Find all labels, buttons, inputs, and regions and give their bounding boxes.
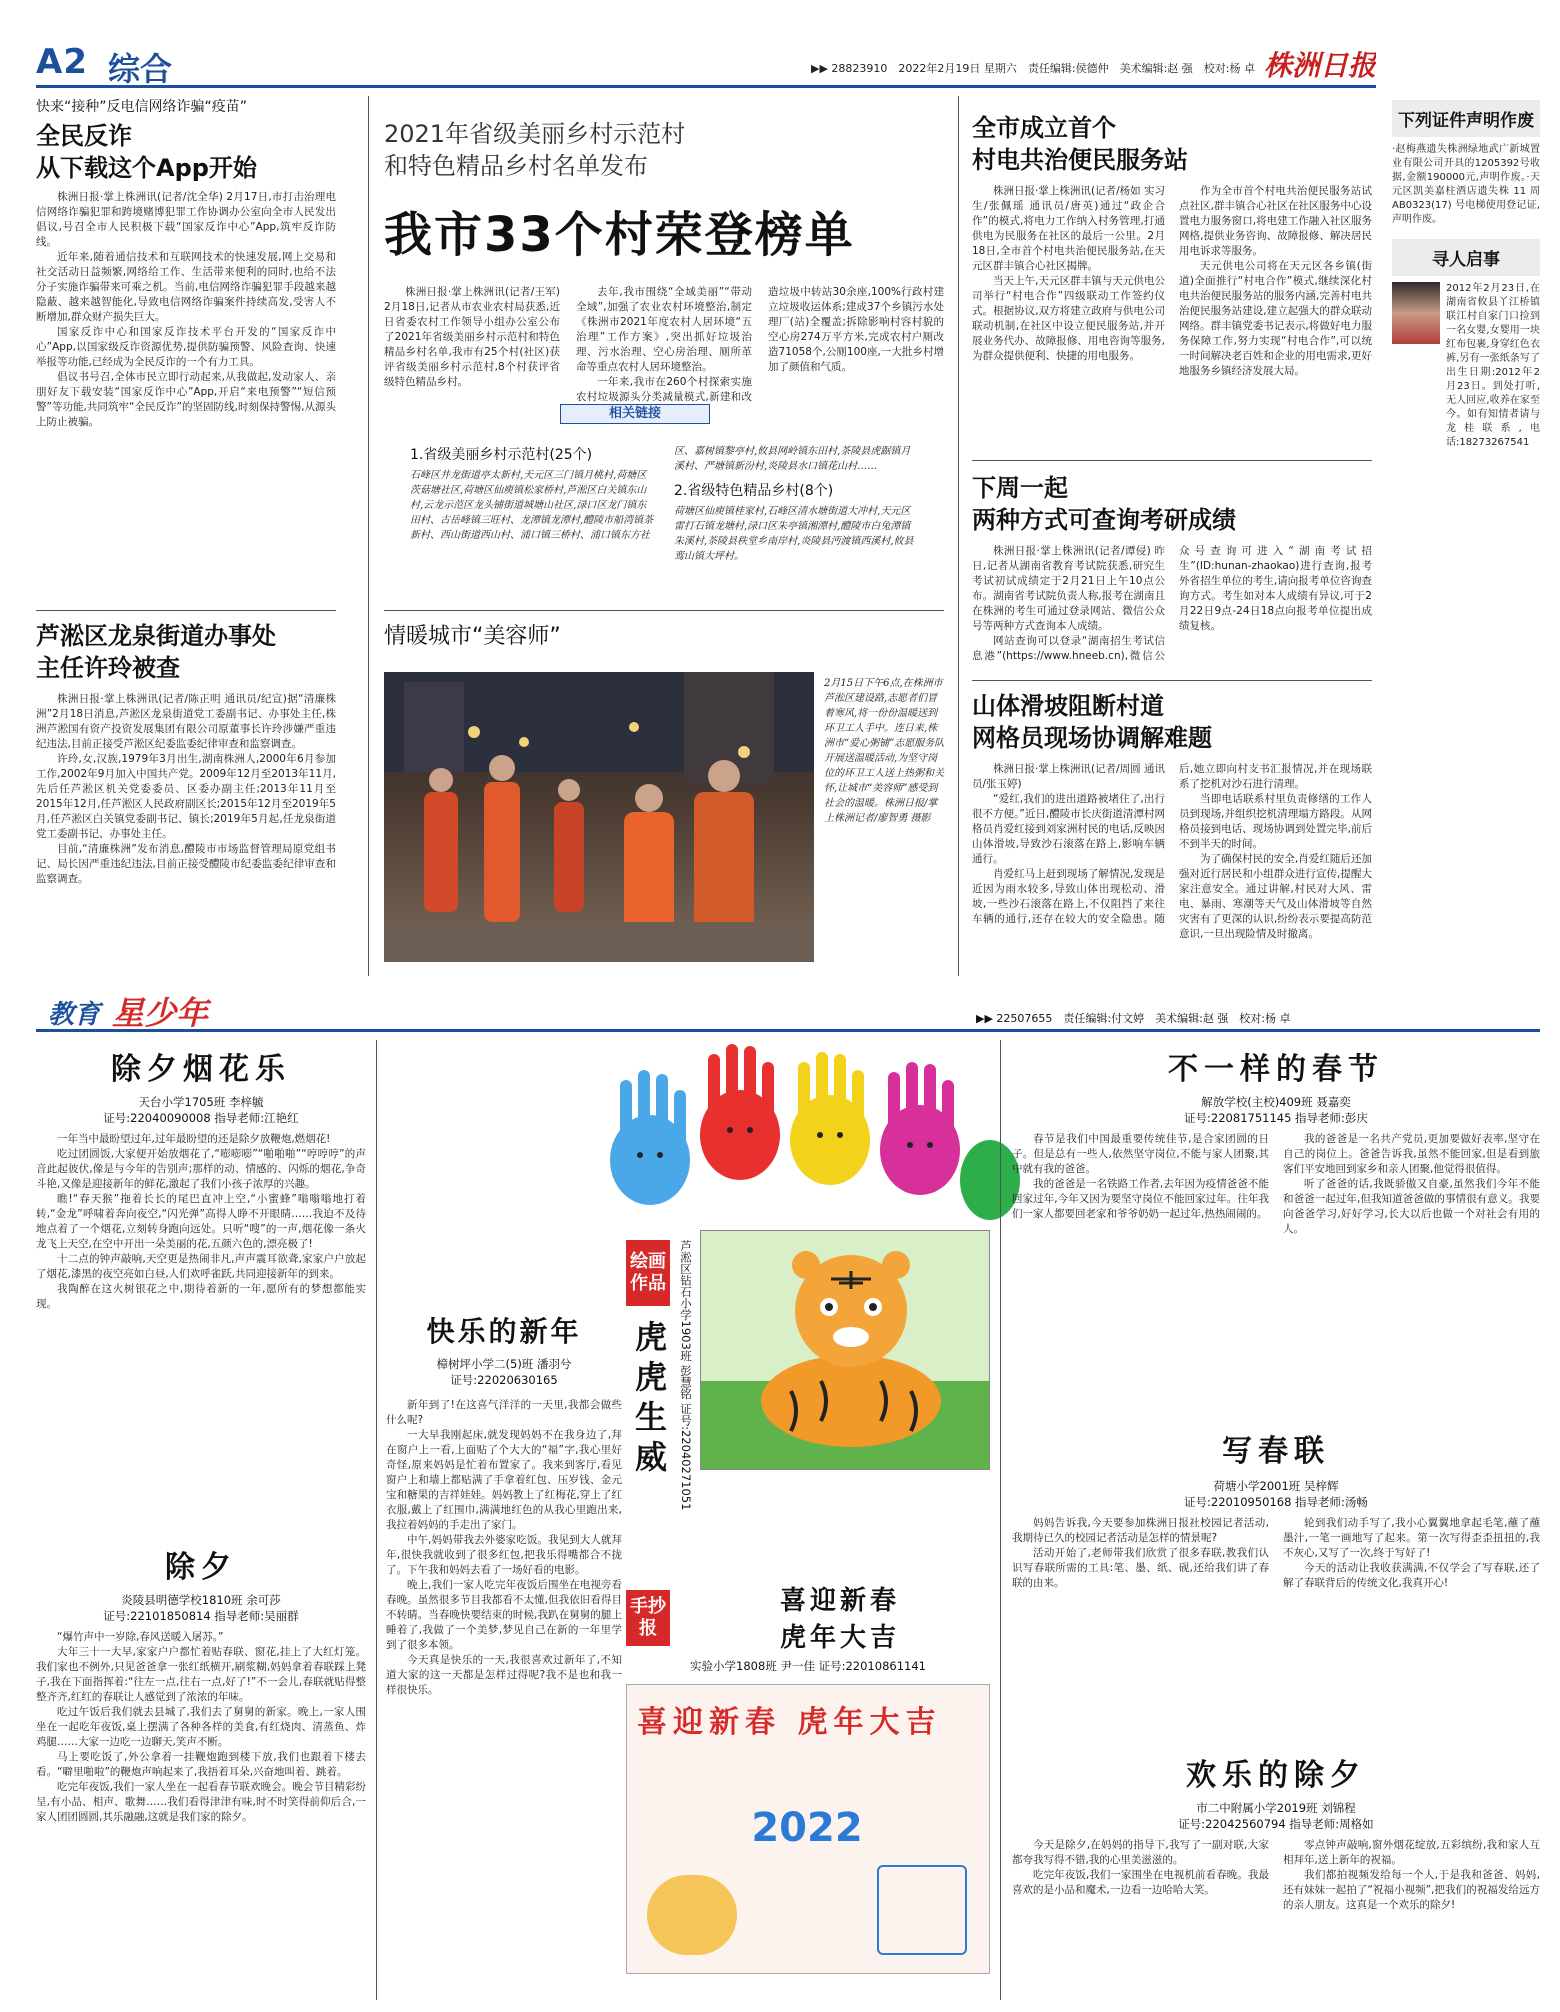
missing-person-header: 寻人启事 [1392,239,1540,276]
paragraph: 吃完年夜饭,我们一家围坐在电视机前看春晚。我最喜欢的是小品和魔术,一边看一边哈哈大笑。 [1012,1869,1269,1896]
divider [972,680,1372,681]
article-title: 芦淞区龙泉街道办事处 [36,622,276,650]
article-body [972,544,1372,664]
essay-cert: 证号:22010950168 指导老师:汤畅 [1184,1495,1368,1509]
paragraph: 听了爸爸的话,我既骄傲又自豪,虽然我们今年不能和爸爸一起过年,但我知道爸爸做的事情很有意义。我要向爸爸学习,好好学习,长大以后也做一个对社会有用的人。 [1283,1178,1540,1235]
caption-text: 2月15日下午6点,在株洲市芦淞区建设路,志愿者们冒着寒风,将一份份温暖送到环卫工人手中。连日来,株洲市“爱心粥铺”志愿服务队开展送温暖活动,为坚守岗位的环卫工人送上热粥和关怀,让城市“美容师”感受到社会的温暖。株洲日报/掌上株洲记者/廖智勇 摄影 [824,678,945,824]
poster-heading [690,1580,990,1650]
painting-info: 芦淞区钻石小学1903班 彭慧铭 证号:22040271051 [679,1240,693,1511]
list-heading: 2.省级特色精品乡村(8个) [674,483,834,499]
tiger-painting [700,1230,990,1470]
paragraph: 株洲日报·掌上株洲讯(记者/谭侵) 昨日,记者从湖南省教育考试院获悉,研究生考试初试成绩定于2月21日上午10点公布。湖南省考试院负责人称,报考在湖南且在株洲的考生可通过登录网站、微信公众号等两种方式查询本人成绩。 [972,545,1165,632]
article-body [972,184,1372,434]
article-title-2: 主任许玲被查 [36,654,180,682]
edu-header [36,988,1540,1032]
paragraph: 晚上,我们一家人吃完年夜饭后围坐在电视旁看春晚。虽然很多节目我都看不太懂,但我依旧看得目不转睛。当春晚快要结束的时候,我趴在舅舅的腿上睡着了,我做了一个美梦,梦见自己在新的一年里学到了很多本领。 [386,1579,622,1651]
poster-artwork-title: 喜迎新春 虎年大吉 [637,1705,942,1740]
poster-box [877,1865,967,1955]
essay-body [1012,1838,1540,2000]
divider [36,610,336,611]
article-title: 下周一起 [972,474,1068,502]
paragraph: 许玲,女,汉族,1979年3月出生,湖南株洲人,2000年6月参加工作,2002年9月加入中国共产党。2009年12月至2013年11月,先后任芦淞区机关党委委员、区委办副主任;2013年11月至2015年12月,任芦淞区人民政府副区长;2015年12月至2019年5月,任芦淞区白关镇党委副书记、镇长;2019年5月起,任龙泉街道党工委副书记、办事处主任。 [36,753,336,840]
paragraph: 当天上午,天元区群丰镇与天元供电公司举行“村电合作”四级联动工作签约仪式。根据协议,双方将建立政府与供电公司联动机制,在社区中设立便民服务站,并开展业务代办、故障报修、用电咨询等服务,为群众提供便利、快捷的用电服务。 [972,275,1165,362]
paragraph: 妈妈告诉我,今天要参加株洲日报社校园记者活动,我期待已久的校园记者活动是怎样的情景呢? [1012,1517,1269,1544]
paragraph: 马上要吃饭了,外公拿着一挂鞭炮跑到楼下放,我们也跟着下楼去看。“噼里啪啦”的鞭炮声响起来了,我捂着耳朵,兴奋地叫着、跳着。 [36,1751,366,1778]
notice-header: 下列证件声明作废 [1392,100,1540,137]
article-title-2: 两种方式可查询考研成绩 [972,506,1236,534]
photo-caption [824,676,946,966]
essay-title: 除夕烟花乐 [111,1052,291,1087]
painting-title: 虎虎生威 [630,1320,668,1480]
paragraph: 肖爱红马上赶到现场了解情况,发现是近因为雨水较多,导致山体出现松动、滑坡,一些沙石滚落在路上,不仅阻挡了来往车辆的通行,还存在较大的安全隐患。随后,她立即向村支书汇报情况,并在现场联系了挖机对沙石进行清理。 [972,763,1372,925]
essay-school: 荷塘小学2001班 吴梓辉 [1213,1479,1339,1493]
paragraph: 零点钟声敲响,窗外烟花绽放,五彩缤纷,我和家人互相拜年,送上新年的祝福。 [1283,1839,1540,1866]
hand-copied-newspaper [626,1684,990,1974]
edu-column-2 [386,1310,622,2000]
essay-body [1012,1516,1540,1726]
essay-title: 除夕 [165,1550,237,1585]
article-title-2: 村电共治便民服务站 [972,146,1188,174]
article-title: 我市33个村荣登榜单 [384,207,855,263]
essay-school: 解放学校(主校)409班 聂嘉奕 [1201,1095,1351,1109]
essay-title: 快乐的新年 [426,1315,582,1348]
divider [384,610,944,611]
article-kicker-2: 和特色精品乡村名单发布 [384,152,648,180]
article-kicker: 快来“接种”反电信网络诈骗“疫苗” [36,99,248,115]
news-photo [384,672,814,962]
paragraph: 倡议书号召,全体市民立即行动起来,从我做起,发动家人、亲朋好友下载安装“国家反诈中心”App,开启“来电预警”“短信预警”等功能,共同筑牢“全民反诈”的坚固防线,时刻保持警惕,从源头上防止被骗。 [36,371,336,428]
tiger-image [701,1231,990,1470]
article-exam-results [972,472,1372,672]
essay-cert: 证号:22040090008 指导老师:江艳红 [103,1111,299,1125]
article-title: 山体滑坡阻断村道 [972,692,1164,720]
column-divider [1000,1040,1001,2000]
poster-tag: 手抄报 [626,1590,670,1646]
paragraph: 株洲日报·掌上株洲讯(记者/陈正明 通讯员/纪宣)据“清廉株洲”2月18日消息,芦淞区龙泉街道党工委副书记、办事处主任,株洲芦淞国有资产投资发展集团有限公司原董事长许玲涉嫌严重违纪违法,目前正接受芦淞区纪委监委纪律审查和监察调查。 [36,693,336,750]
list-body: 石峰区井龙街道亭太新村,天元区三门镇月桃村,荷塘区茨菇塘社区,荷塘区仙庾镇松家桥村,芦淞区白关镇东山村,云龙示范区龙头铺街道城塘山社区,渌口区龙门镇东田村、古岳峰镇三旺村、龙潭镇龙潭村,醴陵市船湾镇茶新村、西山街道西山村、浦口镇三桥村、浦口镇东方社区、嘉树镇黎亭村,攸县网岭镇东田村,茶陵县虎踞镇月溪村、严塘镇新汾村,炎陵县水口镇花山村…… [410,446,911,541]
article-body [36,190,336,430]
article-title: 全市成立首个 [972,114,1116,142]
paragraph: 目前,“清廉株洲”发布消息,醴陵市市场监督管理局原党组书记、局长因严重违纪违法,目前正接受醴陵市纪委监委纪律审查和监察调查。 [36,843,336,885]
photo-news-title [384,622,944,662]
poster-info: 实验小学1808班 尹一佳 证号:22010861141 [690,1659,926,1673]
paragraph: 瞧!“春天猴”拖着长长的尾巴直冲上空,“小蜜蜂”嗡嗡嗡地打着转,“金龙”呼啸着奔向夜空,“闪光弹”高得人睁不开眼睛……我迫不及待地点着了一个烟花,立刻转身跑向远处。只听“嗖”的一声,烟花像一条火龙飞上天空,在空中开出一朵美丽的花,五颜六色的,漂亮极了! [36,1193,366,1250]
column-divider [958,96,959,976]
poster-title: 喜迎新春 [779,1586,900,1616]
painting-tag: 绘画作品 [626,1240,670,1306]
missing-person-notice [1392,282,1540,450]
essay-body [1012,1132,1540,1392]
essay-school: 天台小学1705班 李梓毓 [138,1095,264,1109]
article-kicker: 2021年省级美丽乡村示范村 [384,120,686,148]
essay-school: 炎陵县明德学校1810班 余可莎 [121,1593,281,1607]
essay-body [36,1630,366,2000]
paragraph: 株洲日报·掌上株洲讯(记者/沈全华) 2月17日,市打击治理电信网络诈骗犯罪和跨境赌博犯罪工作协调办公室向全市人民发出倡议,号召全市人民积极下载“国家反诈中心”App,筑牢反诈防线。 [36,191,336,248]
article-villages [384,118,944,438]
notice-text: 2012年2月23日,在湖南省攸县丫江桥镇联江村自家门口捡到一名女婴,女婴用一块红布包裹,身穿红色衣裤,另有一张纸条写了出生日期:2012年2月23日。到处打听,无人回应,收养在家至今。如有知情者请与龙桂联系,电话:18273267541 [1446,283,1540,448]
essay-cert: 证号:22042560794 指导老师:周格如 [1178,1817,1374,1831]
paragraph: 今天真是快乐的一天,我很喜欢过新年了,不知道大家的这一天都是怎样过得呢?我不是也和我一样很快乐。 [386,1654,622,1696]
paragraph: 一大早我刚起床,就发现妈妈不在我身边了,拜在窗户上一看,上面贴了个大大的“福”字,我心里好奇怪,原来妈妈是忙着布置家了。我来到客厅,看见窗户上和墙上都贴满了手拿着红包、压岁钱、金元宝和糖果的吉祥娃娃。妈妈教上了红梅花,穿上了红衣服,戴上了红围巾,满满地红色的从我心里跑出来,我拉着妈妈的手走出了家门。 [386,1429,622,1531]
article-body [384,285,944,405]
paragraph: 今天的活动让我收获满满,不仅学会了写春联,还了解了春联背后的传统文化,我真开心! [1283,1562,1540,1589]
masthead [36,40,1376,88]
edu-column-3 [1012,1040,1540,2000]
paragraph: 我的爸爸是一名铁路工作者,去年因为疫情爸爸不能回家过年,今年又因为要坚守岗位不能回家过年。往年我们一家人都要回老家和爷爷奶奶一起过年,热热闹闹的。 [1012,1178,1269,1220]
related-list [410,444,920,604]
essay-cert: 证号:22020630165 [450,1373,558,1387]
essay-school: 樟树坪小学二(5)班 潘羽兮 [436,1357,572,1371]
column-divider [376,1040,377,2000]
essay-cert: 证号:22081751145 指导老师:彭庆 [1184,1111,1368,1125]
section-name: 综合 [108,50,173,88]
paragraph: 作为全市首个村电共治便民服务站试点社区,群丰镇合心社区在社区服务中心设置电力服务窗口,将电建工作融入社区服务网格,提供业务咨询、故障报修、解决居民用电诉求等服务。 [1179,185,1372,257]
article-body [36,692,336,887]
paragraph: 中午,妈妈带我去外婆家吃饭。我见到大人就拜年,很快我就收到了很多红包,把我乐得嘴都合不拢了。下午我和妈妈去看了一场好看的电影。 [386,1534,622,1576]
article-body [972,762,1372,972]
paragraph: 吃过团圆饭,大家便开始放烟花了,“嘭嘭嘭”“啪啪啪”“哼哼哼”的声音此起彼伏,像是与今年的告别声;那样的动、情感的、闪烁的烟花,争奇斗艳,又像是迎接新年的鲜花,激起了我们小孩子浓厚的兴趣。 [36,1148,366,1190]
poster-tiger-shape [647,1875,737,1955]
divider [972,460,1372,461]
paragraph: 我的爸爸是一名共产党员,更加要做好表率,坚守在自己的岗位上。爸爸告诉我,虽然不能回家,但是看到旅客们平安地回到家乡和亲人团聚,他觉得很值得。 [1283,1133,1540,1175]
column-divider [368,96,369,976]
paragraph: 株洲日报·掌上株洲讯(记者/王军) 2月18日,记者从市农业农村局获悉,近日省委农村工作领导小组办公室公布了2021年省级美丽乡村示范村和特色精品乡村名单,我市有25个村(社区)获评省级美丽乡村示范村,8个村获评省级特色精品乡村。 [384,286,560,388]
classified-sidebar [1392,100,1540,970]
list-body: 荷塘区仙庾镇桂家村,石峰区清水塘街道大冲村,天元区雷打石镇龙塘村,渌口区朱亭镇湘潭村,醴陵市白兔潭镇朱溪村,茶陵县秩堂乡南岸村,炎陵县沔渡镇西溪村,攸县鸾山镇大坪村。 [674,506,914,562]
paragraph: 吃完年夜饭,我们一家人坐在一起看春节联欢晚会。晚会节目精彩纷呈,有小品、相声、歌舞……我们看得津津有味,时不时笑得前仰后合,一家人团团圆圆,其乐融融,这就是我们家的除夕。 [36,1781,366,1823]
masthead-meta: ▶▶ 28823910 2022年2月19日 星期六 责任编辑:侯德仲 美术编辑:赵 强 校对:杨 卓 [811,62,1255,75]
essay-title: 写春联 [1222,1434,1330,1469]
article-landslide [972,690,1372,976]
paragraph: 吃过午饭后我们就去县城了,我们去了舅舅的新家。晚上,一家人围坐在一起吃年夜饭,桌上摆满了各种各样的美食,有红烧肉、清蒸鱼、炸鸡腿……大家一边吃一边聊天,笑声不断。 [36,1706,366,1748]
page-number: A2 [36,42,88,82]
essay-cert: 证号:22101850814 指导老师:吴丽群 [103,1609,299,1623]
edu-column-1 [36,1040,366,2000]
article-title: 情暖城市“美容师” [384,624,561,649]
essay-body [386,1398,622,2000]
essay-title: 欢乐的除夕 [1186,1758,1366,1793]
paragraph: 我们都拍视频发给每一个人,于是我和爸爸、妈妈,还有妹妹一起拍了“祝福小视频”,把我们的祝福发给远方的亲人朋友。这真是一个欢乐的除夕! [1283,1869,1540,1911]
article-power-station [972,112,1372,442]
paragraph: 我陶醉在这火树银花之中,期待着新的一年,愿所有的梦想都能实现。 [36,1283,366,1310]
paragraph: 春节是我们中国最重要传统佳节,是合家团圆的日子。但是总有一些人,依然坚守岗位,不能与家人团聚,其中就有我的爸爸。 [1012,1133,1269,1175]
paragraph: 新年到了!在这喜气洋洋的一天里,我都会做些什么呢? [386,1399,622,1426]
article-title-2: 网格员现场协调解难题 [972,724,1212,752]
essay-school: 市二中附属小学2019班 刘锦程 [1196,1801,1356,1815]
paragraph: 轮到我们动手写了,我小心翼翼地拿起毛笔,蘸了蘸墨汁,一笔一画地写了起来。第一次写得歪歪扭扭的,我不灰心,又写了一次,终于写好了! [1283,1517,1540,1559]
paragraph: 近年来,随着通信技术和互联网技术的快速发展,网上交易和社交活动日益频繁,网络给工作、生活带来便利的同时,也给不法分子实施诈骗带来可乘之机。当前,电信网络诈骗犯罪手段越来越隐蔽、越来越智能化,导致电信网络诈骗案件持续高发,受害人不断增加,群众财产损失巨大。 [36,251,336,323]
list-heading: 1.省级美丽乡村示范村(25个) [410,447,593,463]
notice-text: ·赵梅燕遗失株洲绿地武广新城置业有限公司开具的1205392号收据,金额190000元,声明作废。·天元区凯美嘉柱酒店遗失株 11 周 AB0323(17) 号电梯使用登记证,声明作废。 [1392,144,1540,225]
paragraph: 今天是除夕,在妈妈的指导下,我写了一副对联,大家都夸我写得不错,我的心里美滋滋的。 [1012,1839,1269,1866]
article-title: 全民反诈 [36,122,132,150]
poster-year: 2022 [751,1805,863,1851]
essay-title: 不一样的春节 [1168,1052,1384,1087]
related-link-label: 相关链接 [560,404,710,424]
paragraph: 当即电话联系村里负责修缮的工作人员到现场,并组织挖机清理塌方路段。从网格员接到电话、现场协调到处置完毕,前后不到半天的时间。 [1179,793,1372,850]
paragraph: 株洲日报·掌上株洲讯(记者/杨如 实习生/张佩瑶 通讯员/唐英)通过“政企合作”的模式,将电力工作纳入村务管理,打通供电为民服务在社区的最后一公里。2月18日,全市首个村电共治便民服务站,在天元区群丰镇合心社区揭牌。 [972,185,1165,272]
essay-body [36,1132,366,1522]
paragraph: 活动开始了,老师带我们欣赏了很多春联,教我们认识写春联所需的工具:笔、墨、纸、砚,还给我们讲了春联的由来。 [1012,1547,1269,1589]
hands-image [580,1040,1020,1230]
paragraph: 为了确保村民的安全,肖爱红随后还加强对近行居民和小组群众进行宣传,提醒大家注意安全。通过讲解,村民对大风、雷电、暴雨、寒潮等天气及山体滑坡等自然灾害有了更深的认识,纷纷表示要提高防范意识,一旦出现险情及时撤离。 [1179,853,1372,940]
person-photo [1392,282,1440,344]
edu-logo-2: 星少年 [112,994,209,1032]
photo-illustration [384,672,814,962]
paragraph: 株洲日报·掌上株洲讯(记者/周圆 通讯员/张玉婷) [972,763,1165,790]
paragraph: 大年三十一大早,家家户户都忙着贴春联、窗花,挂上了大红灯笼。我们家也不例外,只见爸爸拿一张红纸横开,刷浆糊,妈妈拿着春联踩上凳子,我在下面指挥着:“往左一点,往右一点,好了!”不一会儿,春联就贴得整整齐齐,红红的春联让人感觉到了浓浓的年味。 [36,1646,366,1703]
edu-logo: 教育 [48,1000,101,1030]
paragraph: 去年,我市围绕“全域美丽”“带动全域”,加强了农业农村环境整治,制定《株洲市2021年度农村人居环境“五治理”工作方案》,突出抓好垃圾治理、污水治理、空心房治理、厕所革命等重点农村人居环境整治。 [576,286,752,373]
paragraph: “爆竹声中一岁除,春风送暖入屠苏。” [57,1631,224,1643]
edu-meta: ▶▶ 22507655 责任编辑:付文婷 美术编辑:赵 强 校对:杨 卓 [976,1012,1291,1025]
paragraph: 网站查询可以登录“湖南招生考试信息港”(https://www.hneeb.cn),微信公众号查询可进入“湖南考试招生”(ID:hunan-zhaokao)进行查询,报考外省招生单位的考生,请向报考单位咨询查询方式。考生如对本人成绩有异议,可于2月22日9点-24日18点向报考单位提出成绩复核。 [972,545,1372,662]
poster-title-2: 虎年大吉 [779,1623,900,1650]
paragraph: 国家反诈中心和国家反诈技术平台开发的“国家反诈中心”App,以国家级反诈资源优势,提供防骗预警、风险查询、快速举报等功能,已经成为全民反诈的一个有力工具。 [36,326,336,368]
paragraph: 十二点的钟声敲响,天空更是热闹非凡,声声震耳欲聋,家家户户放起了烟花,漆黑的夜空亮如白昼,人们欢呼雀跃,共同迎接新年的到来。 [36,1253,366,1280]
painted-hands-illustration [580,1040,1020,1230]
article-title-2: 从下载这个App开始 [36,154,257,182]
paragraph: “爱红,我们的进出道路被堵住了,出行很不方便。”近日,醴陵市长庆街道清潭村网格员肖爱红接到刘家洲村民的电话,反映因山体滑坡,导致沙石滚落在路上,影响车辆通行。 [972,793,1165,865]
article-anti-fraud [36,96,336,656]
paragraph: 一年当中最盼望过年,过年最盼望的还是除夕放鞭炮,燃烟花! [57,1133,331,1145]
newspaper-logo: 株洲日报 [1263,49,1376,82]
paragraph: 天元供电公司将在天元区各乡镇(街道)全面推行“村电合作”模式,继续深化村电共治便民服务站的服务内涵,完善村电共治便民服务站建设,建立起强大的群众联动网络。群丰镇党委书记表示,将做好电力服务保障工作,努力实现“村电合作”,可以统一时间解决老百姓和企业的用电需求,更好地服务乡镇经济发展大局。 [1179,260,1372,377]
paragraph: 一年来,我市在260个村探索实施农村垃圾源头分类减量模式,新建和改造垃圾中转站30余座,100%行政村建立垃圾收运体系;建成37个乡镇污水处理厂(站)全覆盖;拆除影响村容村貌的空心房274万平方米,完成农村户厕改造71058个,公厕100座,一大批乡村增加了颜值和气质。 [576,286,944,403]
article-official-investigated [36,620,336,970]
